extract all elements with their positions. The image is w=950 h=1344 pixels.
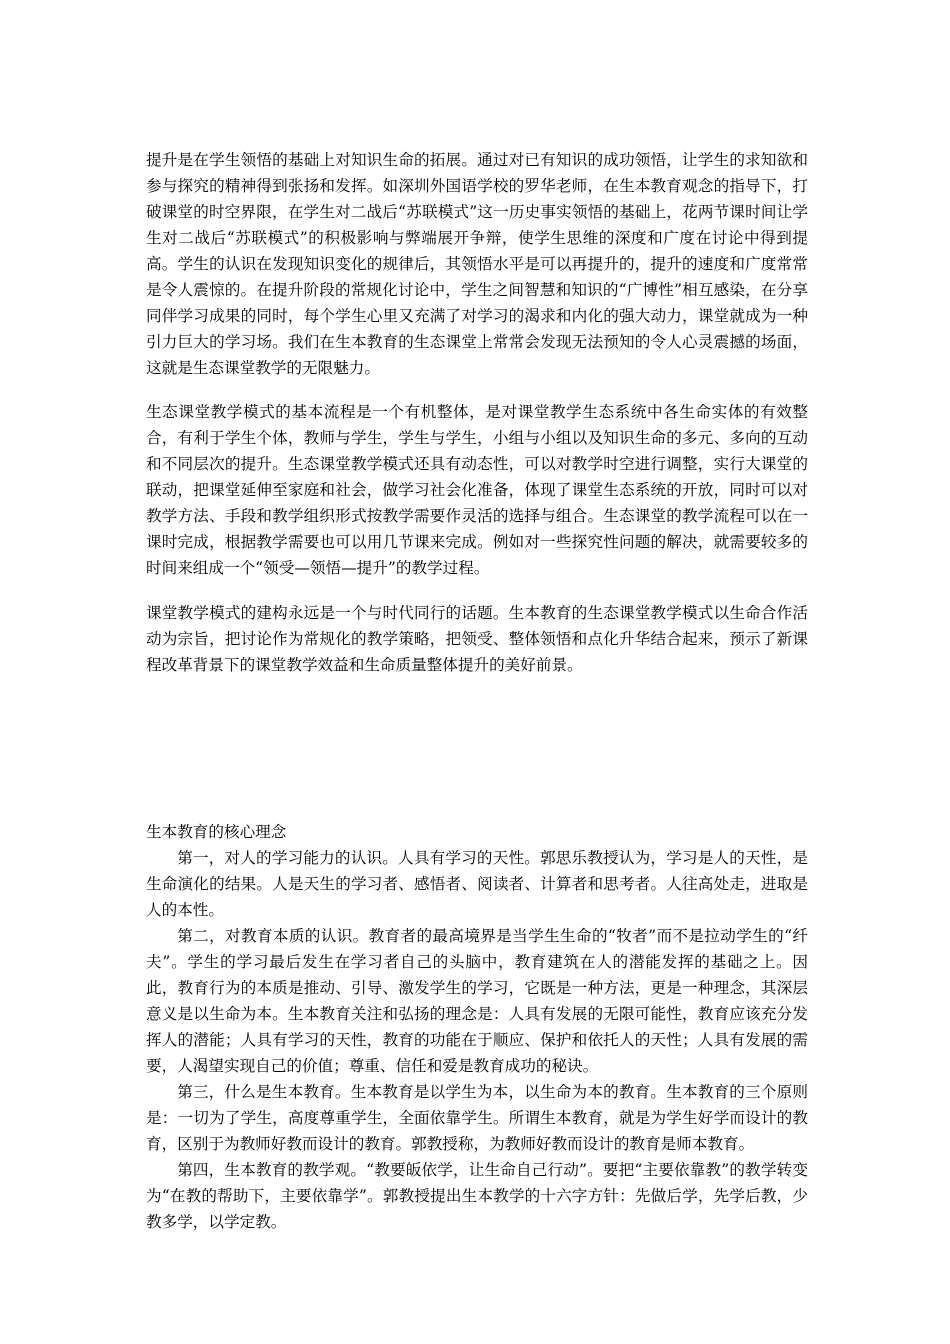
core-concepts-section — [146, 819, 808, 1235]
paragraph-basic-process: 生态课堂教学模式的基本流程是一个有机整体，是对课堂教学生态系统中各生命实体的有效整合，有利于学生个体，教师与学生，学生与学生，小组与小组以及知识生命的多元、多向的互动和不同层次的提升。生态课堂教学模式还具有动态性，可以对教学时空进行调整，实行大课堂的联动，把课堂延伸至家庭和社会，做学习社会化准备，体现了课堂生态系统的开放，同时可以对教学方法、手段和教学组织形式按教学需要作灵活的选择与组合。生态课堂的教学流程可以在一课时完成，根据教学需要也可以用几节课来完成。例如对一些探究性问题的解决，就需要较多的时间来组成一个“领受—领悟—提升”的教学过程。 — [146, 403, 808, 577]
concept-item-4: 第四，生本教育的教学观。“教要皈依学，让生命自己行动”。要把“主要依靠教”的教学转变为“在教的帮助下，主要依靠学”。郭教授提出生本教学的十六字方针：先做后学，先学后教，少教多学，以学定教。 — [146, 1161, 808, 1231]
concept-item-3: 第三，什么是生本教育。生本教育是以学生为本，以生命为本的教育。生本教育的三个原则是：一切为了学生，高度尊重学生，全面依靠学生。所谓生本教育，就是为学生好学而设计的教育，区别于为教师好教而设计的教育。郭教授称，为教师好教而设计的教育是师本教育。 — [146, 1083, 808, 1153]
paragraph-enhancement: 提升是在学生领悟的基础上对知识生命的拓展。通过对已有知识的成功领悟，让学生的求知欲和参与探究的精神得到张扬和发挥。如深圳外国语学校的罗华老师，在生本教育观念的指导下，打破课堂的时空界限，在学生对二战后“苏联模式”这一历史事实领悟的基础上，花两节课时间让学生对二战后“苏联模式”的积极影响与弊端展开争辩，使学生思维的深度和广度在讨论中得到提高。学生的认识在发现知识变化的规律后，其领悟水平是可以再提升的，提升的速度和广度常常是令人震惊的。在提升阶段的常规化讨论中，学生之间智慧和知识的“广博性”相互感染，在分享同伴学习成果的同时，每个学生心里又充满了对学习的渴求和内化的强大动力，课堂就成为一种引力巨大的学习场。我们在生本教育的生态课堂上常常会发现无法预知的令人心灵震撼的场面，这就是生态课堂教学的无限魅力。 — [146, 151, 808, 377]
concept-item-2: 第二，对教育本质的认识。教育者的最高境界是当学生生命的“牧者”而不是拉动学生的“纤夫”。学生的学习最后发生在学习者自己的头脑中，教育建筑在人的潜能发挥的基础之上。因此，教育行为的本质是推动、引导、激发学生的学习，它既是一种方法，更是一种理念，其深层意义是以生命为本。生本教育关注和弘扬的理念是：人具有发展的无限可能性，教育应该充分发挥人的潜能；人具有学习的天性，教育的功能在于顺应、保护和依托人的天性；人具有发展的需要，人渴望实现自己的价值；尊重、信任和爱是教育成功的秘诀。 — [146, 927, 808, 1075]
paragraph-conclusion: 课堂教学模式的建构永远是一个与时代同行的话题。生本教育的生态课堂教学模式以生命合作活动为宗旨，把讨论作为常规化的教学策略，把领受、整体领悟和点化升华结合起来，预示了新课程改革背景下的课堂教学效益和生命质量整体提升的美好前景。 — [146, 604, 808, 674]
concept-item-1: 第一，对人的学习能力的认识。人具有学习的天性。郭思乐教授认为，学习是人的天性，是生命演化的结果。人是天生的学习者、感悟者、阅读者、计算者和思考者。人往高处走，进取是人的本性。 — [146, 849, 808, 919]
section-title: 生本教育的核心理念 — [146, 823, 287, 841]
